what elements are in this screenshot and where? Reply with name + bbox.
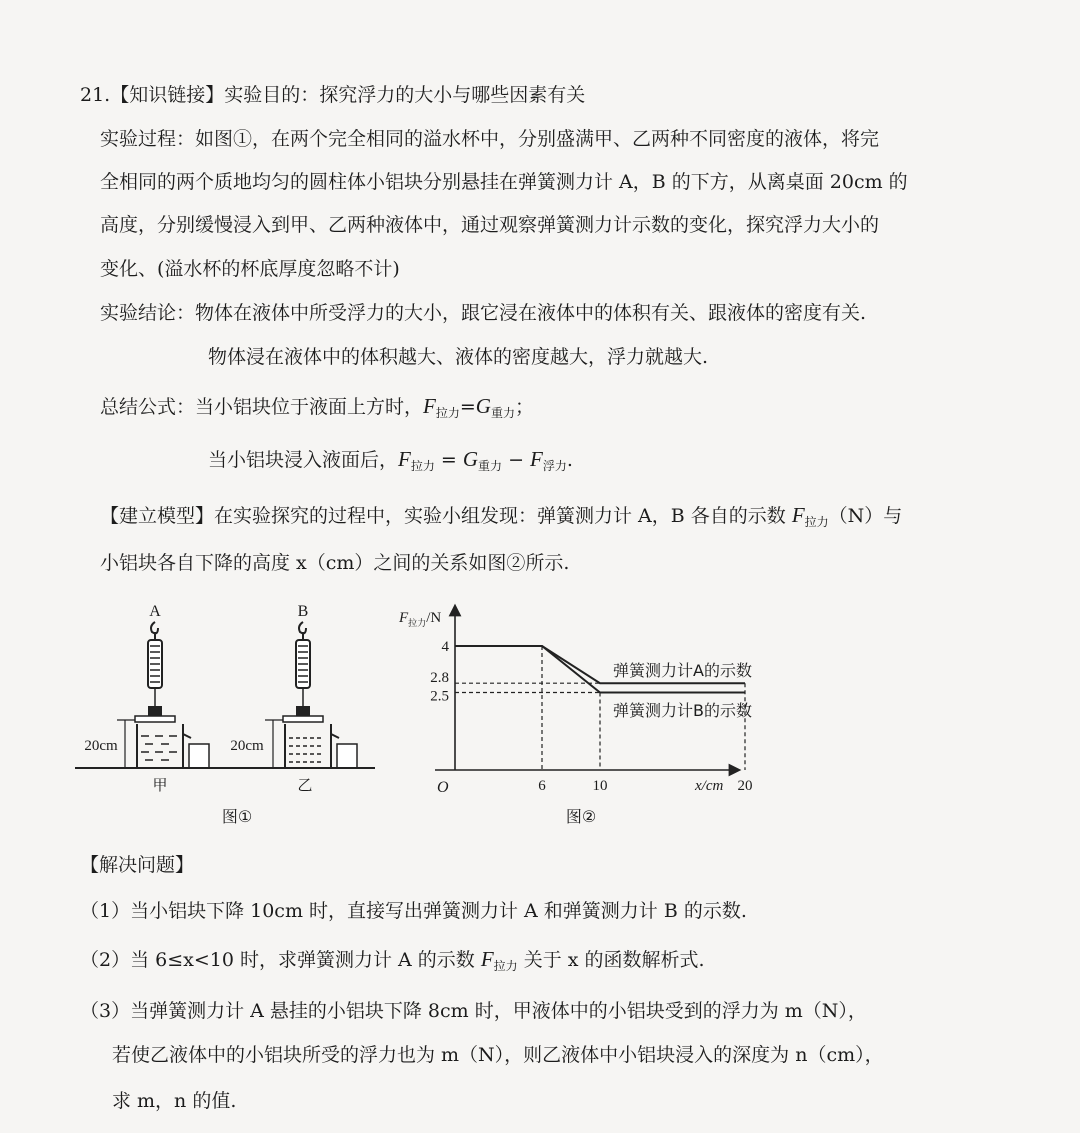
x-axis-label: x/cm bbox=[695, 778, 724, 794]
process-line-2: 全相同的两个质地均匀的圆柱体小铝块分别悬挂在弹簧测力计 A，B 的下方，从离桌面 20cm 的 bbox=[100, 171, 908, 193]
overflow-cup-a bbox=[137, 724, 183, 768]
question-3-line-2: 若使乙液体中的小铝块所受的浮力也为 m（N），则乙液体中小铝块浸入的深度为 n（cm）， bbox=[112, 1044, 884, 1066]
process-line-4: 变化、(溢水杯的杯底厚度忽略不计) bbox=[100, 258, 400, 280]
y-tick-label-2.5: 2.5 bbox=[430, 688, 449, 705]
question-1: （1）当小铝块下降 10cm 时，直接写出弹簧测力计 A 和弹簧测力计 B 的示数. bbox=[80, 900, 747, 922]
aluminum-block-b bbox=[296, 706, 310, 716]
question-title bbox=[80, 82, 585, 108]
model-line-2: 小铝块各自下降的高度 x（cm）之间的关系如图②所示. bbox=[100, 552, 570, 574]
figure-1-apparatus bbox=[75, 598, 385, 838]
question-3-line-1: （3）当弹簧测力计 A 悬挂的小铝块下降 8cm 时，甲液体中的小铝块受到的浮力为 m（N）， bbox=[80, 1000, 867, 1022]
x-tick-label-6: 6 bbox=[538, 778, 546, 794]
liquid-label-yi: 乙 bbox=[297, 776, 313, 794]
liquid-label-jia: 甲 bbox=[152, 776, 168, 794]
scale-a-label: A bbox=[149, 603, 161, 620]
height-label-b: 20cm bbox=[230, 738, 264, 754]
height-label-a: 20cm bbox=[84, 738, 118, 754]
y-axis-label: $F_{拉力}/N$ bbox=[399, 610, 442, 629]
scale-a-hook-icon bbox=[151, 622, 158, 633]
liquid-yi bbox=[289, 738, 321, 762]
y-tick-label-4: 4 bbox=[441, 639, 449, 655]
beaker-b bbox=[337, 744, 357, 768]
formula-line-2: 当小铝块浸入液面后，$F_{拉力} = G_{重力} - F_{浮力}$. bbox=[208, 447, 573, 473]
formula-label: 总结公式：当小铝块位于液面上方时， bbox=[100, 396, 424, 418]
figure-1-caption: 图① bbox=[221, 807, 253, 826]
process-line-3: 高度，分别缓慢浸入到甲、乙两种液体中，通过观察弹簧测力计示数的变化，探究浮力大小的 bbox=[100, 214, 880, 236]
formula-line-1: 总结公式：当小铝块位于液面上方时，$F_{拉力}=G_{重力}$； bbox=[100, 394, 534, 420]
conclusion-line-2: 物体浸在液体中的体积越大、液体的密度越大，浮力就越大. bbox=[208, 346, 709, 368]
experiment-purpose: 实验目的：探究浮力的大小与哪些因素有关 bbox=[224, 84, 586, 106]
knowledge-tag: 【知识链接】 bbox=[110, 84, 225, 106]
scale-b-label: B bbox=[297, 603, 309, 620]
legend-a: 弹簧测力计A的示数 bbox=[613, 661, 752, 680]
y-tick-label-2.8: 2.8 bbox=[430, 670, 449, 687]
beaker-a bbox=[189, 744, 209, 768]
figure-2-chart bbox=[385, 600, 805, 840]
liquid-jia bbox=[141, 736, 177, 760]
question-2: （2）当 6≤x<10 时，求弹簧测力计 A 的示数 $F_{拉力}$ 关于 x 的函数解析式. bbox=[80, 947, 705, 973]
model-line-1: 【建立模型】在实验探究的过程中，实验小组发现：弹簧测力计 A，B 各自的示数 $F_{拉力}(N)$与 bbox=[100, 503, 903, 529]
x-tick-label-10: 10 bbox=[592, 778, 608, 794]
question-3-line-3: 求 m，n 的值. bbox=[112, 1090, 237, 1112]
question-number: 21. bbox=[80, 84, 111, 106]
aluminum-block-a bbox=[148, 706, 162, 716]
legend-b: 弹簧测力计B的示数 bbox=[613, 701, 752, 720]
process-line-1: 实验过程：如图①，在两个完全相同的溢水杯中，分别盛满甲、乙两种不同密度的液体，将完 bbox=[100, 128, 880, 150]
origin-label: O bbox=[437, 779, 449, 796]
conclusion-line-1: 实验结论：物体在液体中所受浮力的大小，跟它浸在液体中的体积有关、跟液体的密度有关. bbox=[100, 302, 867, 324]
scale-b-hook-icon bbox=[299, 622, 306, 633]
solve-heading: 【解决问题】 bbox=[80, 854, 195, 876]
figure-2-caption: 图② bbox=[565, 807, 597, 826]
x-tick-label-20: 20 bbox=[737, 778, 753, 794]
